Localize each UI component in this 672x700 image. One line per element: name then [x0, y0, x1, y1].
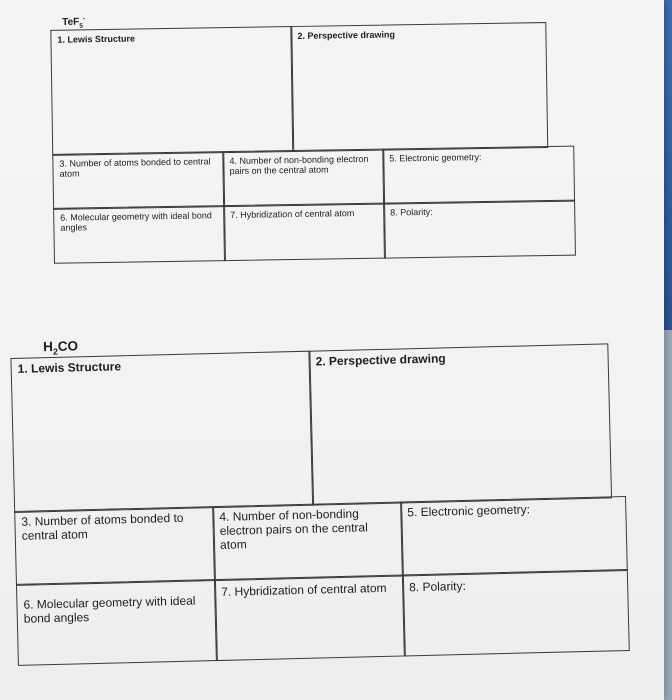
tef5-formula: TeF$_5$-	[62, 15, 86, 30]
hybridization-label: 7. Hybridization of central atom	[221, 580, 387, 599]
tef5-table	[40, 2, 576, 266]
nonbonding-pairs-cell[interactable]	[222, 149, 385, 208]
electronic-geometry-label: 5. Electronic geometry:	[407, 502, 531, 520]
perspective-drawing-cell[interactable]	[308, 343, 612, 505]
h2co-formula: $H_2CO$	[42, 338, 79, 357]
perspective-label: 2. Perspective drawing	[297, 29, 396, 41]
polarity-cell[interactable]	[383, 200, 576, 259]
perspective-drawing-cell[interactable]	[290, 22, 548, 152]
electronic-geometry-cell[interactable]	[400, 496, 628, 576]
molecular-geometry-label: 6. Molecular geometry with ideal bond angles	[23, 593, 196, 626]
lewis-label: 1. Lewis Structure	[17, 359, 122, 376]
atoms-bonded-cell[interactable]	[52, 151, 225, 210]
molecular-geometry-label: 6. Molecular geometry with ideal bond angles	[60, 210, 212, 234]
lewis-structure-cell[interactable]	[50, 26, 294, 156]
hybridization-cell[interactable]	[223, 203, 386, 262]
atoms-bonded-cell[interactable]	[14, 506, 216, 586]
h2co-table	[10, 325, 644, 670]
nonbonding-pairs-cell[interactable]	[212, 501, 404, 581]
hybridization-label: 7. Hybridization of central atom	[230, 208, 355, 221]
atoms-bonded-label: 3. Number of atoms bonded to central atom	[59, 156, 211, 180]
polarity-label: 8. Polarity:	[408, 578, 467, 595]
atoms-bonded-label: 3. Number of atoms bonded to central atom	[21, 510, 184, 543]
polarity-cell[interactable]	[402, 569, 630, 656]
molecular-geometry-cell[interactable]	[53, 205, 226, 264]
molecular-geometry-cell[interactable]	[16, 579, 218, 666]
nonbonding-label: 4. Number of non-bonding electron pairs on the central atom	[229, 153, 369, 177]
electronic-geometry-cell[interactable]	[382, 146, 575, 205]
nonbonding-label: 4. Number of non-bonding electron pairs on the central atom	[219, 506, 368, 552]
electronic-geometry-label: 5. Electronic geometry:	[389, 152, 482, 164]
perspective-label: 2. Perspective drawing	[315, 351, 446, 369]
polarity-label: 8. Polarity:	[390, 206, 433, 218]
lewis-label: 1. Lewis Structure	[57, 33, 136, 45]
lewis-structure-cell[interactable]	[10, 351, 314, 513]
hybridization-cell[interactable]	[214, 574, 406, 661]
